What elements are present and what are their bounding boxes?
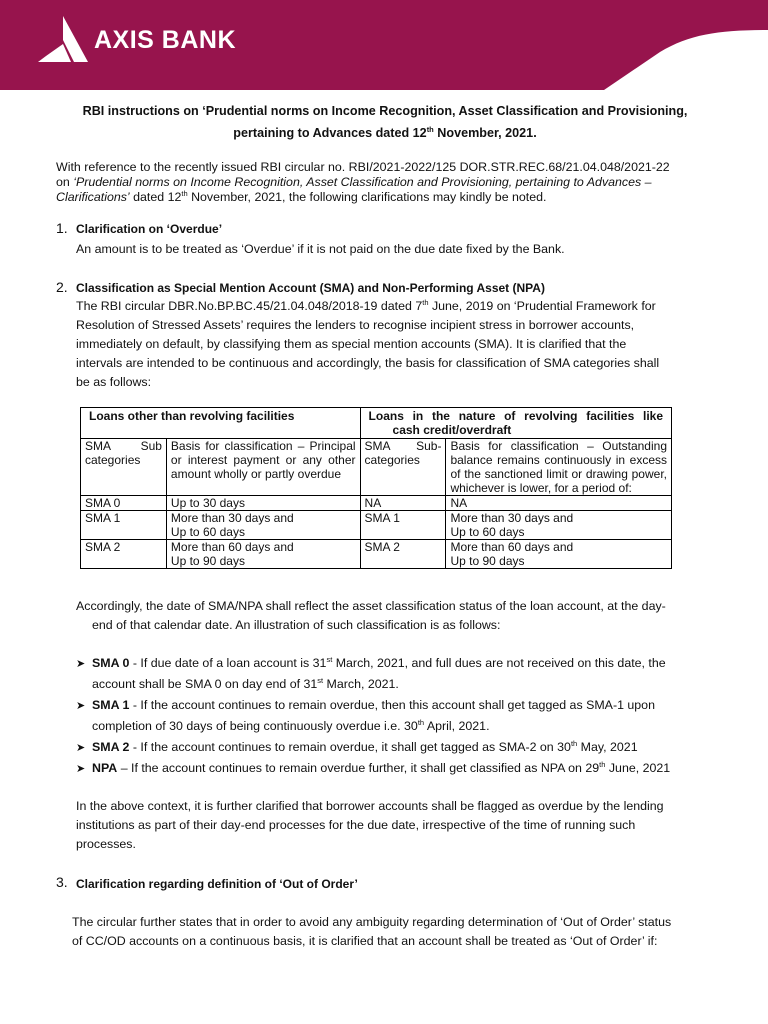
intro-paragraph: With reference to the recently issued RBI circular no. RBI/2021-2022/125 DOR.STR.REC.68/21.04.048/2021-22 on ‘Prudential norms on Income Recognition, Asset Classification and Provisioning, pertaining to Advances – Clarifications’ dated 12th November, 2021, the following clarifications may kindly be noted. (56, 160, 670, 204)
table-subheader-row (81, 439, 672, 496)
table-cell: SMA 2 (81, 540, 167, 569)
table-header-row (81, 408, 672, 439)
section-2-heading: Classification as Special Mention Account (SMA) and Non-Performing Asset (NPA) (76, 281, 545, 295)
list-item: ➤ SMA 2 - If the account continues to remain overdue, it shall get tagged as SMA-2 on 30th May, 2021 (76, 737, 716, 758)
table-subheader-cell: Basis for classification – Principal or interest payment or any other amount wholly or partly overdue (166, 439, 360, 496)
table-cell: More than 60 days and Up to 90 days (166, 540, 360, 569)
table-cell: More than 30 days and Up to 60 days (446, 511, 672, 540)
logo (38, 16, 236, 62)
section-2-body: The RBI circular DBR.No.BP.BC.45/21.04.048/2018-19 dated 7th June, 2019 on ‘Prudential Framework for Resolution of Stressed Assets’ requires the lenders to recognise incipient stress in borrower accounts, immediately on default, by classifying them as special mention accounts (SMA). It is clarified that the intervals are intended to be continuous and accordingly, the basis for classification of SMA categories shall be as follows: (76, 297, 660, 389)
axis-bank-logo-icon (38, 16, 88, 62)
list-item: ➤ NPA – If the account continues to remain overdue further, it shall get classified as NPA on 29th June, 2021 (76, 758, 716, 779)
section-3-heading: Clarification regarding definition of ‘Out of Order’ (76, 877, 358, 891)
table-cell: NA (360, 496, 446, 511)
table-cell: More than 60 days and Up to 90 days (446, 540, 672, 569)
section-1-number: 1. (56, 220, 68, 236)
table-cell: Up to 30 days (166, 496, 360, 511)
table-cell: NA (446, 496, 672, 511)
section-2-number: 2. (56, 279, 68, 295)
section-1-heading: Clarification on ‘Overdue’ (76, 222, 223, 236)
page-title (40, 100, 730, 144)
arrow-bullet-icon: ➤ (76, 763, 86, 775)
arrow-bullet-icon: ➤ (76, 700, 86, 712)
table-subheader-cell: SMA Sub categories (81, 439, 167, 496)
title-line-2: pertaining to Advances dated 12th November, 2021. (233, 124, 537, 140)
table-subheader-cell: SMA Sub-categories (360, 439, 446, 496)
section-3-body: The circular further states that in order to avoid any ambiguity regarding determination of ‘Out of Order’ status of CC/OD accounts on a continuous basis, it is clarified that an account shall be treated as ‘Out of Order’ if: (72, 915, 672, 948)
section-3-number: 3. (56, 874, 68, 890)
table-cell: SMA 2 (360, 540, 446, 569)
table-header-right: Loans in the nature of revolving facilities like cash credit/overdraft (360, 408, 671, 439)
table-cell: SMA 1 (360, 511, 446, 540)
table-cell: SMA 0 (81, 496, 167, 511)
table-cell: More than 30 days and Up to 60 days (166, 511, 360, 540)
arrow-bullet-icon: ➤ (76, 658, 86, 670)
table-cell: SMA 1 (81, 511, 167, 540)
table-header-left: Loans other than revolving facilities (81, 408, 361, 439)
arrow-bullet-icon: ➤ (76, 742, 86, 754)
title-line-1: RBI instructions on ‘Prudential norms on Income Recognition, Asset Classification and Provisioning, (82, 104, 688, 118)
brand-name: AXIS BANK (94, 25, 237, 54)
table-row (81, 496, 672, 511)
table-subheader-cell: Basis for classification – Outstanding balance remains continuously in excess of the sanctioned limit or drawing power, whichever is lower, for a period of: (446, 439, 672, 496)
section-1-body: An amount is to be treated as ‘Overdue’ if it is not paid on the due date fixed by the Bank. (76, 242, 565, 256)
accordingly-paragraph: Accordingly, the date of SMA/NPA shall reflect the asset classification status of the loan account, at the day- end of that calendar date. An illustration of such classification is as follows: (76, 599, 666, 632)
list-item: ➤ SMA 1 - If the account continues to remain overdue, then this account shall get tagged as SMA-1 upon completion of 30 days of being continuously overdue i.e. 30th April, 2021. (76, 698, 655, 733)
sma-classification-table (80, 407, 672, 569)
table-row (81, 511, 672, 540)
table-row (81, 540, 672, 569)
list-item: ➤ SMA 0 - If due date of a loan account is 31st March, 2021, and full dues are not received on this date, the account shall be SMA 0 on day end of 31st March, 2021. (76, 654, 666, 691)
context-paragraph: In the above context, it is further clarified that borrower accounts shall be flagged as overdue by the lending institutions as part of their day-end processes for the due date, irrespective of the time of running such processes. (76, 799, 664, 851)
